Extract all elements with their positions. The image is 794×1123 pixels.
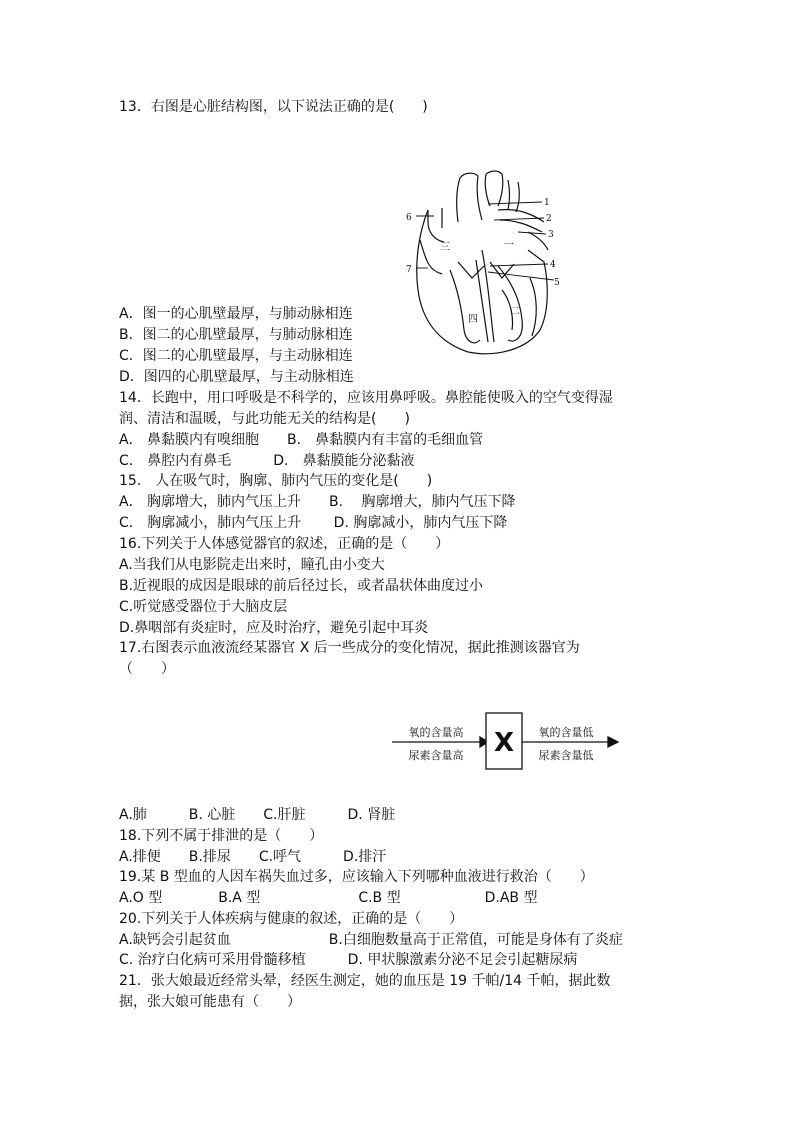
heart-chamber-4: 四 bbox=[468, 314, 478, 325]
q13-option-b: B．图二的心肌壁最厚，与肺动脉相连 bbox=[119, 327, 353, 343]
q19-options: A.O 型 B.A 型 C.B 型 D.AB 型 bbox=[119, 890, 538, 906]
q13-option-d: D．图四的心肌壁最厚，与主动脉相连 bbox=[119, 369, 354, 385]
q17-options: A.肺 B. 心脏 C.肝脏 D. 肾脏 bbox=[119, 807, 396, 823]
heart-label-5: 5 bbox=[554, 278, 560, 288]
heart-chamber-2: 二 bbox=[510, 306, 520, 317]
q20-options-cd: C. 治疗白化病可采用骨髓移植 D. 甲状腺激素分泌不足会引起糖尿病 bbox=[119, 952, 578, 968]
input-oxygen-label: 氧的含量高 bbox=[408, 726, 464, 739]
heart-label-2: 2 bbox=[546, 214, 552, 224]
q13-option-a: A．图一的心肌壁最厚，与肺动脉相连 bbox=[119, 306, 353, 322]
q20-options-ab: A.缺钙会引起贫血 B.白细胞数量高于正常值，可能是身体有了炎症 bbox=[119, 932, 623, 948]
organ-x-label: X bbox=[493, 728, 515, 758]
input-urea-label: 尿素含量高 bbox=[408, 749, 464, 762]
output-arrowhead-icon bbox=[608, 737, 618, 747]
q14-stem-line1: 14．长跑中，用口呼吸是不科学的，应该用鼻呼吸。鼻腔能使吸入的空气变得湿 bbox=[119, 390, 613, 406]
heart-label-4: 4 bbox=[550, 260, 556, 270]
q15-options-cd: C． 胸廓减小，肺内气压上升 D. 胸廓减小，肺内气压下降 bbox=[119, 515, 508, 531]
q14-options-ab: A． 鼻黏膜内有嗅细胞 B． 鼻黏膜内有丰富的毛细血管 bbox=[119, 432, 484, 448]
q13-option-c: C．图二的心肌壁最厚，与主动脉相连 bbox=[119, 348, 353, 364]
q16-option-a: A.当我们从电影院走出来时，瞳孔由小变大 bbox=[119, 557, 385, 573]
heart-chamber-1: 一 bbox=[504, 240, 514, 251]
q19-stem: 19.某 B 型血的人因车祸失血过多，应该输入下列哪种血液进行救治（ ） bbox=[119, 869, 594, 885]
output-oxygen-label: 氧的含量低 bbox=[538, 726, 594, 739]
heart-diagram bbox=[398, 170, 570, 358]
q15-options-ab: A． 胸廓增大，肺内气压上升 B. 胸廓增大，肺内气压下降 bbox=[119, 494, 516, 510]
q18-stem: 18.下列不属于排泄的是（ ） bbox=[119, 828, 324, 844]
output-urea-label: 尿素含量低 bbox=[538, 749, 594, 762]
organ-x-flow-diagram bbox=[390, 708, 622, 774]
q21-stem-line1: 21．张大娘最近经常头晕，经医生测定，她的血压是 19 千帕/14 千帕，据此数 bbox=[119, 973, 611, 989]
q18-options: A.排便 B.排尿 C.呼气 D.排汗 bbox=[119, 849, 387, 865]
q16-option-d: D.鼻咽部有炎症时，应及时治疗，避免引起中耳炎 bbox=[119, 620, 429, 636]
q16-option-c: C.听觉感受器位于大脑皮层 bbox=[119, 599, 288, 615]
heart-label-3: 3 bbox=[548, 230, 554, 240]
q14-stem-line2: 润、清洁和温暖，与此功能无关的结构是( ) bbox=[119, 411, 410, 427]
q16-stem: 16.下列关于人体感觉器官的叙述，正确的是（ ） bbox=[119, 536, 450, 552]
q20-stem: 20.下列关于人体疾病与健康的叙述，正确的是（ ） bbox=[119, 911, 464, 927]
q21-stem-line2: 据，张大娘可能患有（ ） bbox=[119, 994, 301, 1010]
heart-label-6: 6 bbox=[406, 213, 412, 223]
q17-stem-line2: （ ） bbox=[119, 661, 175, 677]
heart-label-7: 7 bbox=[406, 265, 412, 275]
q16-option-b: B.近视眼的成因是眼球的前后径过长，或者晶状体曲度过小 bbox=[119, 578, 484, 594]
heart-chamber-3: 三 bbox=[440, 242, 450, 253]
q15-stem: 15． 人在吸气时，胸廓、肺内气压的变化是( ) bbox=[119, 473, 433, 489]
heart-label-1: 1 bbox=[544, 198, 550, 208]
q13-stem: 13．右图是心脏结构图，以下说法正确的是( ) bbox=[119, 99, 428, 115]
q17-stem-line1: 17.右图表示血液流经某器官 X 后一些成分的变化情况，据此推测该器官为 bbox=[119, 640, 580, 656]
q14-options-cd: C． 鼻腔内有鼻毛 D. 鼻黏膜能分泌黏液 bbox=[119, 453, 415, 469]
